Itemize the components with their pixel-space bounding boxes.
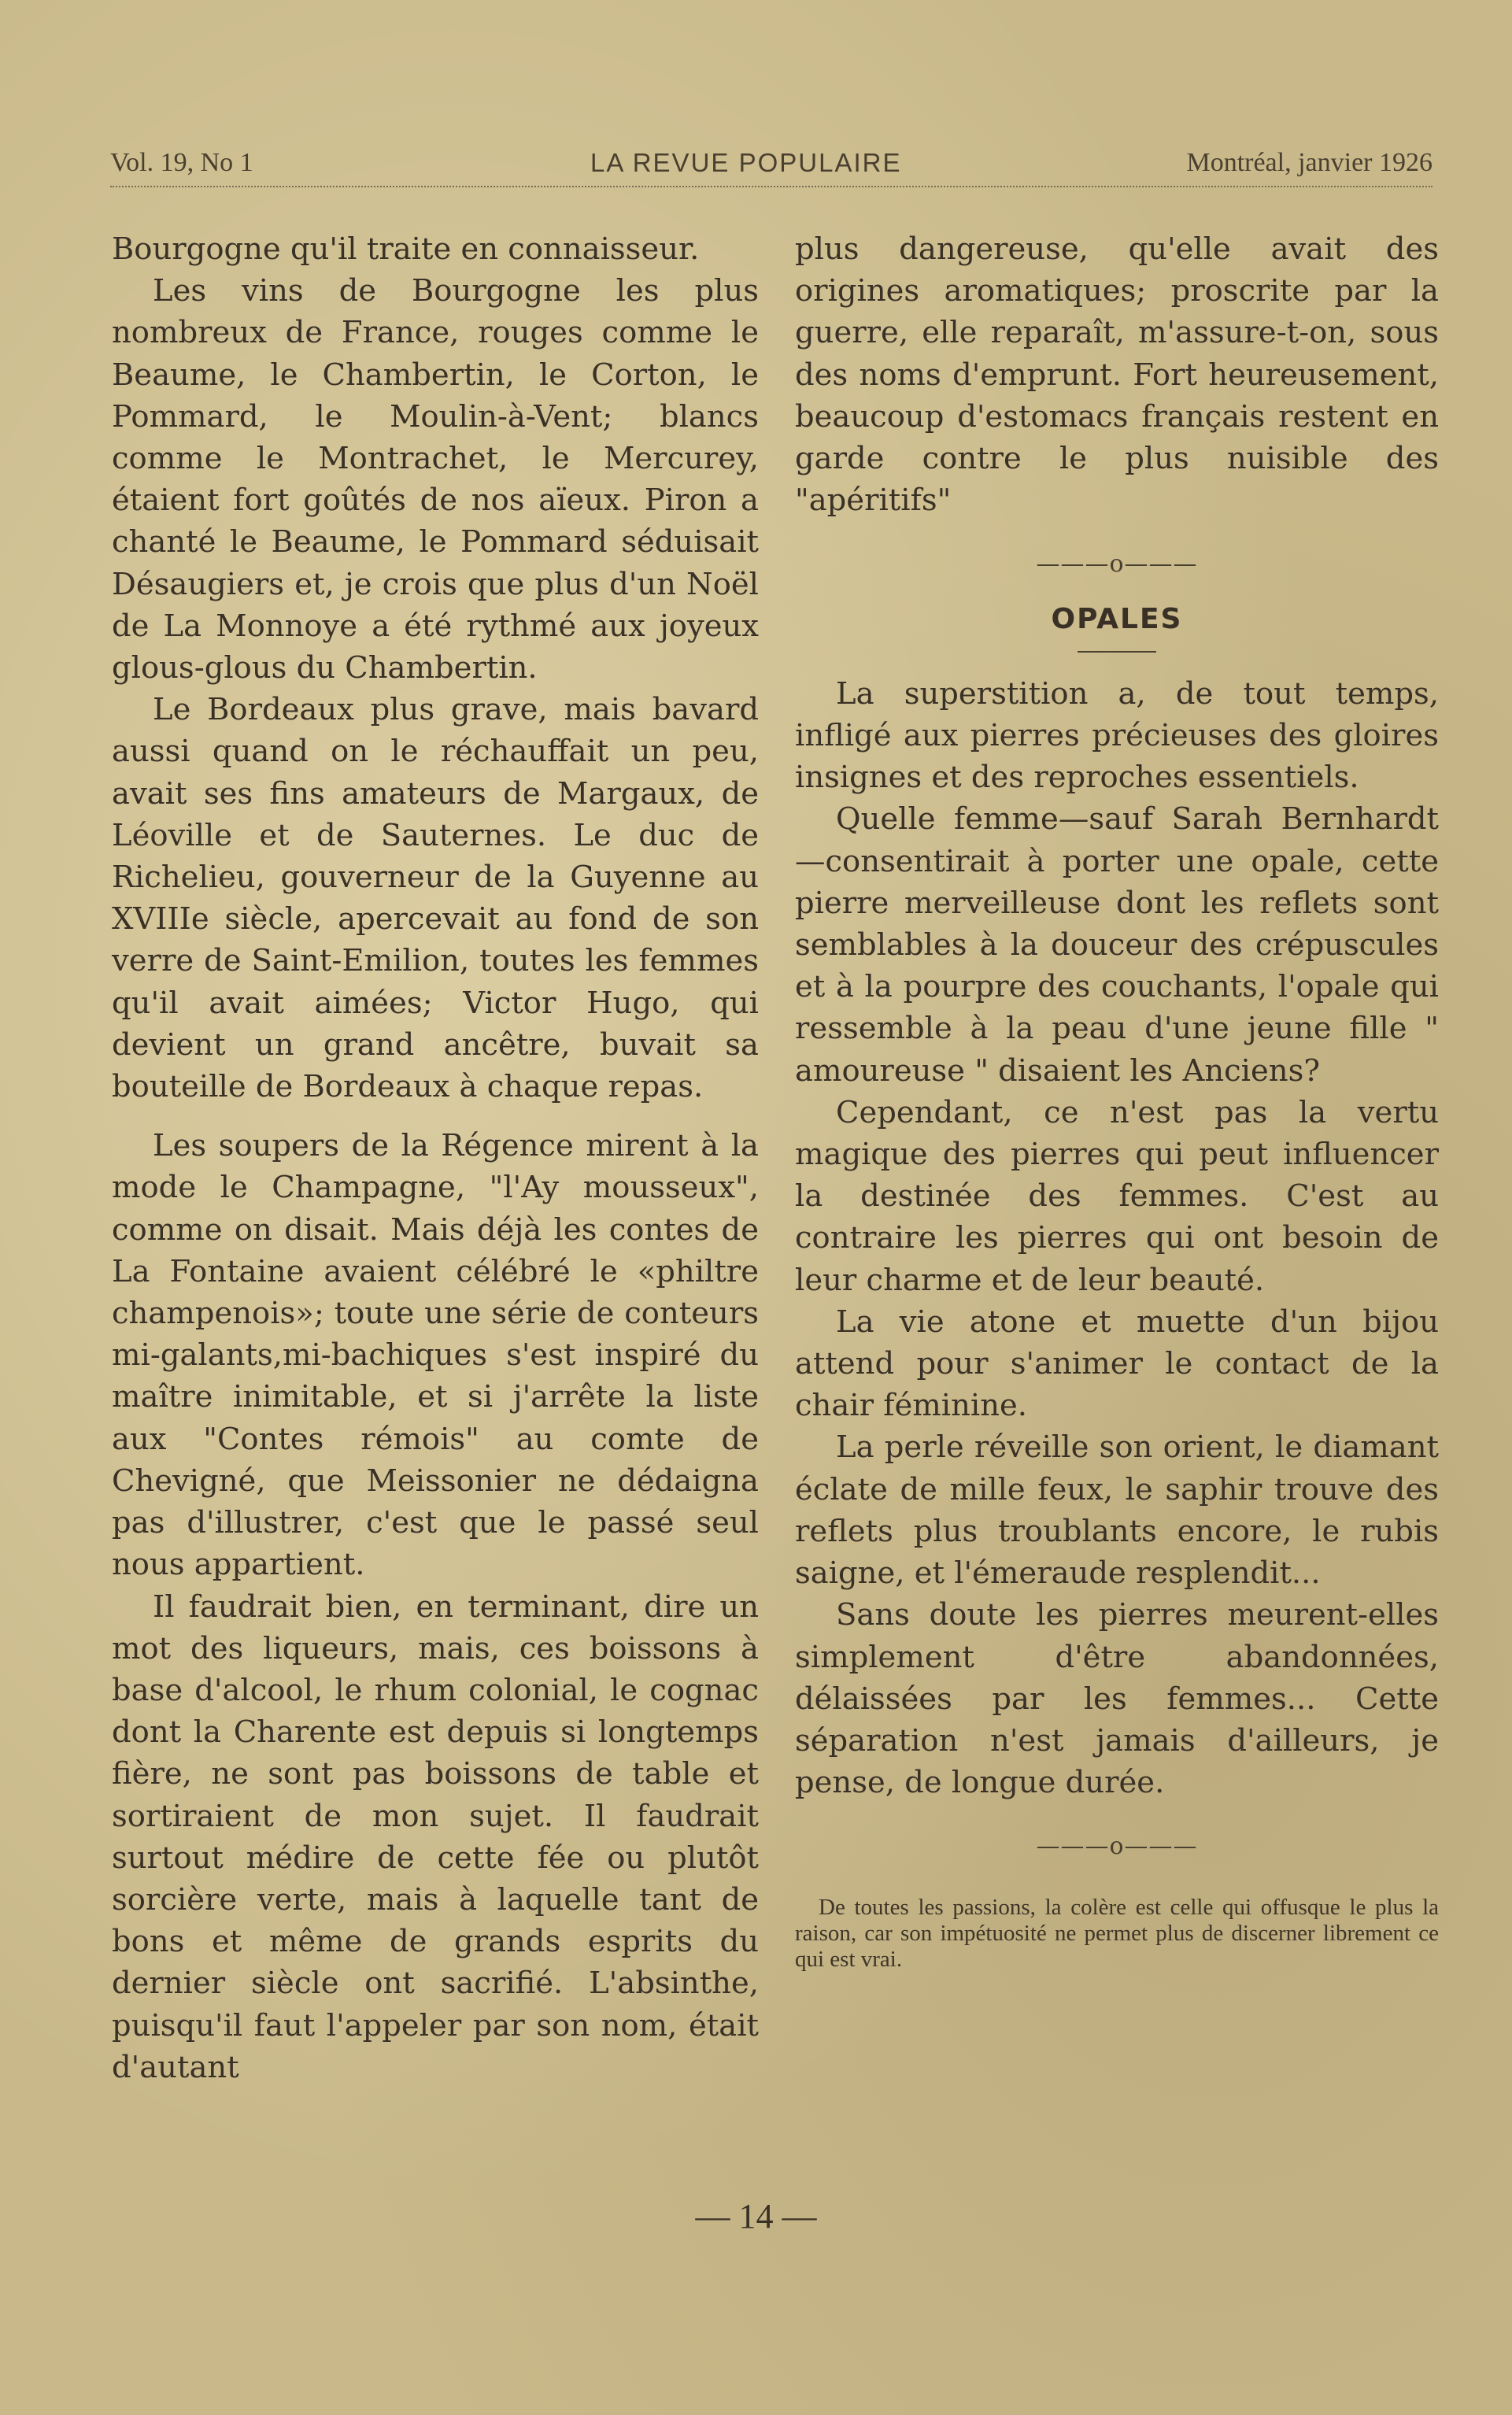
paragraph: Il faudrait bien, en terminant, dire un mot des liqueurs, mais, ces boissons à base d'alcool, le rhum colonial, le cognac dont la Charente est depuis si longtemps fière, ne sont pas boissons de table et sortiraient de mon sujet. Il faudrait surtout médire de cette fée ou plutôt sorcière verte, mais à laquelle tant de bons et même de grands esprits du dernier siècle ont sacrifié. L'absinthe, puisqu'il faut l'appeler par son nom, était d'autant (112, 1588, 759, 2085)
title-rule (1078, 651, 1156, 653)
left-column (112, 228, 759, 2088)
paragraph: Bourgogne qu'il traite en connaisseur. (112, 231, 700, 267)
publication-title: LA REVUE POPULAIRE (590, 148, 902, 177)
quote: De toutes les passions, la colère est celle qui offusque le plus la raison, car son impétuosité ne permet plus de discerner librement ce qui est vrai. (795, 1894, 1439, 1972)
paragraph: Sans doute les pierres meurent-elles simplement d'être abandonnées, délaissées par les femmes... Cette séparation n'est jamais d'ailleurs, je pense, de longue durée. (795, 1597, 1439, 1801)
paragraph: La superstition a, de tout temps, infligé aux pierres précieuses des gloires insignes et des reproches essentiels. (795, 675, 1439, 796)
paragraph: Les soupers de la Régence mirent à la mode le Champagne, "l'Ay mousseux", comme on disait. Mais déjà les contes de La Fontaine avaient célébré le «philtre champenois»; toute une série de conteurs mi-galants,mi-bachiques s'est inspiré du maître inimitable, et si j'arrête la liste aux "Contes rémois" au comte de Chevigné, que Meissonier ne dédaigna pas d'illustrer, c'est que le passé seul nous appartient. (112, 1128, 759, 1583)
separator: ———o——— (1036, 550, 1198, 579)
header-rule (110, 186, 1433, 187)
paragraph: Quelle femme—sauf Sarah Bernhardt—consentirait à porter une opale, cette pierre merveilleuse dont les reflets sont semblables à la douceur des crépuscules et à la pourpre des couchants, l'opale qui ressemble à la peau d'une jeune fille " amoureuse " disaient les Anciens? (795, 801, 1439, 1089)
right-column (795, 228, 1439, 1973)
running-header (110, 148, 1433, 187)
paragraph: Les vins de Bourgogne les plus nombreux de France, rouges comme le Beaume, le Chambertin, le Corton, le Pommard, le Moulin-à-Vent; blancs comme le Montrachet, le Mercurey, étaient fort goûtés de nos aïeux. Piron a chanté le Beaume, le Pommard séduisait Désaugiers et, je crois que plus d'un Noël de La Monnoye a été rythmé aux joyeux glous-glous du Chambertin. (112, 273, 759, 686)
separator: ———o——— (1036, 1833, 1198, 1861)
page-number: — 14 — (695, 2197, 817, 2236)
paragraph: Cependant, ce n'est pas la vertu magique des pierres qui peut influencer la destinée des femmes. C'est au contraire les pierres qui ont besoin de leur charme et de leur beauté. (795, 1094, 1439, 1298)
place-date: Montréal, janvier 1926 (1186, 148, 1433, 177)
volume-number: Vol. 19, No 1 (110, 148, 253, 177)
paragraph: La vie atone et muette d'un bijou attend pour s'animer le contact de la chair féminine. (795, 1304, 1439, 1424)
paragraph: Le Bordeaux plus grave, mais bavard aussi quand on le réchauffait un peu, avait ses fins amateurs de Margaux, de Léoville et de Sauternes. Le duc de Richelieu, gouverneur de la Guyenne au XVIIIe siècle, apercevait au fond de son verre de Saint-Emilion, toutes les femmes qu'il avait aimées; Victor Hugo, qui devient un grand ancêtre, buvait sa bouteille de Bordeaux à chaque repas. (112, 692, 759, 1105)
article-title: OPALES (1051, 602, 1183, 635)
paragraph: La perle réveille son orient, le diamant éclate de mille feux, le saphir trouve des reflets plus troublants encore, le rubis saigne, et l'émeraude resplendit... (795, 1429, 1439, 1592)
paragraph: plus dangereuse, qu'elle avait des origines aromatiques; proscrite par la guerre, elle reparaît, m'assure-t-on, sous des noms d'emprunt. Fort heureusement, beaucoup d'estomacs français restent en garde contre le plus nuisible des "apéritifs" (795, 231, 1439, 519)
